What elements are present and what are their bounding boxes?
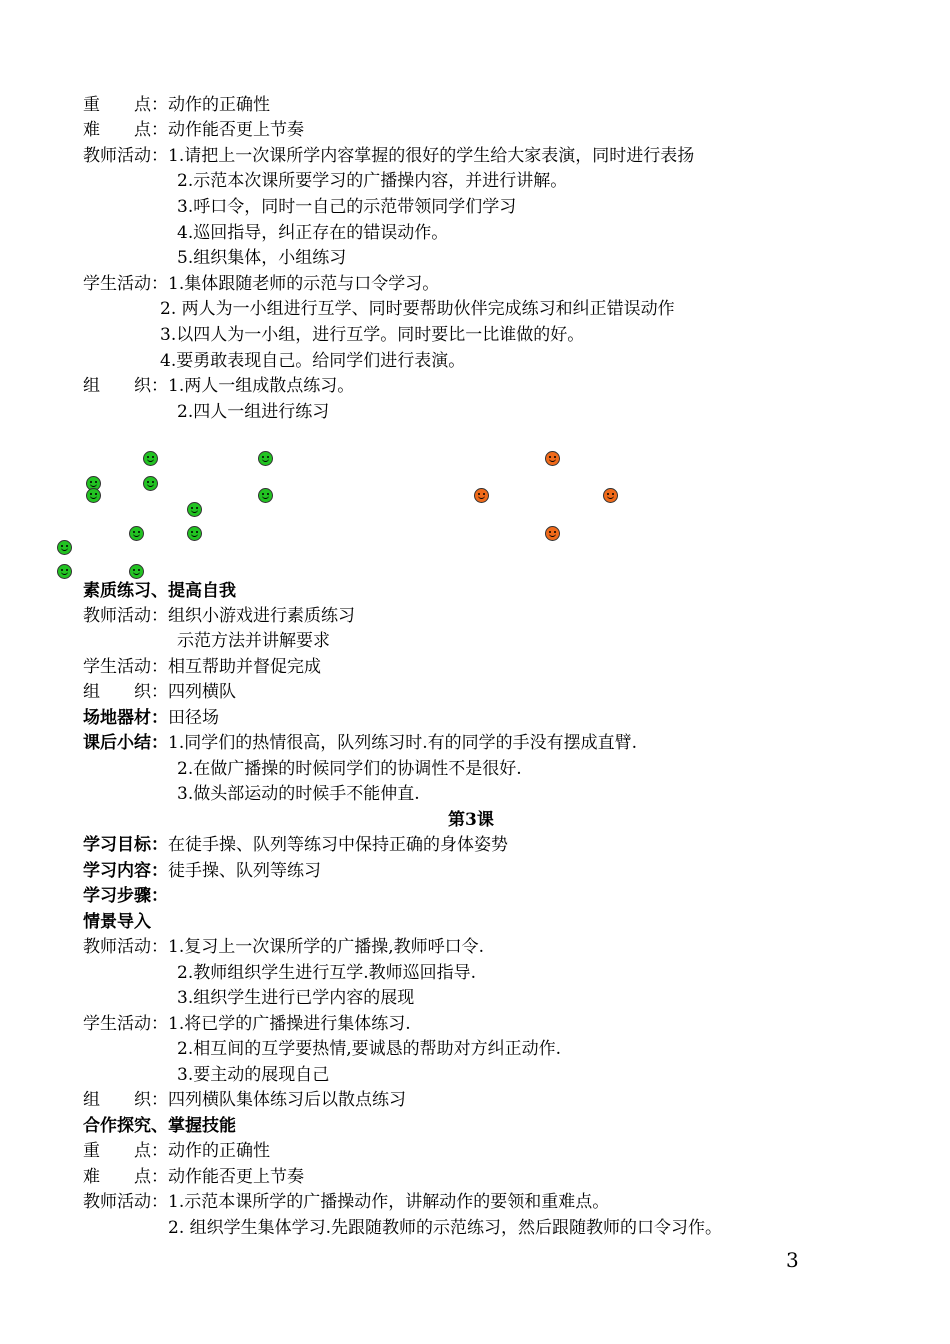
text-line: 教师活动：1.示范本课所学的广播操动作，讲解动作的要领和重难点。 xyxy=(83,1192,610,1212)
field-label: 场地器材： xyxy=(83,708,168,728)
text-line: 重 点：动作的正确性 xyxy=(83,1141,270,1161)
field-label: 学习目标： xyxy=(83,835,168,855)
text-line: 教师活动：组织小游戏进行素质练习 xyxy=(83,606,355,626)
smiley-icon xyxy=(57,564,72,579)
text-line: 4.要勇敢表现自己。给同学们进行表演。 xyxy=(160,351,466,371)
smiley-icon xyxy=(86,488,101,503)
text-line: 教师活动：1.请把上一次课所学内容掌握的很好的学生给大家表演，同时进行表扬 xyxy=(83,146,695,166)
text-line: 学生活动：1.集体跟随老师的示范与口令学习。 xyxy=(83,274,440,294)
field-value: 1.同学们的热情很高，队列练习时.有的同学的手没有摆成直臂. xyxy=(168,733,638,753)
smiley-icon xyxy=(258,488,273,503)
text-line: 2.相互间的互学要热情,要诚恳的帮助对方纠正动作. xyxy=(177,1039,562,1059)
text-line: 2.示范本次课所要学习的广播操内容，并进行讲解。 xyxy=(177,171,568,191)
text-line: 难 点：动作能否更上节奏 xyxy=(83,1167,304,1187)
smiley-icon xyxy=(187,526,202,541)
field-value: 徒手操、队列等练习 xyxy=(168,861,321,881)
section-heading: 合作探究、掌握技能 xyxy=(83,1116,236,1136)
text-line xyxy=(83,860,321,882)
text-line: 示范方法并讲解要求 xyxy=(177,631,330,651)
text-line: 组 织：1.两人一组成散点练习。 xyxy=(83,376,355,396)
text-line: 2. 两人为一小组进行互学、同时要帮助伙伴完成练习和纠正错误动作 xyxy=(160,299,675,319)
smiley-icon xyxy=(129,564,144,579)
page-number: 3 xyxy=(786,1248,799,1272)
text-line: 3.以四人为一小组，进行互学。同时要比一比谁做的好。 xyxy=(160,325,585,345)
text-line: 组 织：四列横队 xyxy=(83,682,236,702)
text-line: 3.做头部运动的时候手不能伸直. xyxy=(177,784,420,804)
text-line: 3.呼口令，同时一自己的示范带领同学们学习 xyxy=(177,197,517,217)
smiley-icon xyxy=(143,476,158,491)
lesson-title: 第3课 xyxy=(448,810,494,830)
field-value: 在徒手操、队列等练习中保持正确的身体姿势 xyxy=(168,835,508,855)
smiley-icon xyxy=(57,540,72,555)
smiley-icon xyxy=(187,502,202,517)
text-line: 3.要主动的展现自己 xyxy=(177,1065,330,1085)
smiley-icon xyxy=(545,451,560,466)
section-heading: 学习步骤： xyxy=(83,886,168,906)
text-line: 难 点：动作能否更上节奏 xyxy=(83,120,304,140)
section-heading: 素质练习、提高自我 xyxy=(83,581,236,601)
smiley-icon xyxy=(143,451,158,466)
text-line: 2.在做广播操的时候同学们的协调性不是很好. xyxy=(177,759,522,779)
field-label: 学习内容： xyxy=(83,861,168,881)
section-heading: 情景导入 xyxy=(83,912,151,932)
text-line: 教师活动：1.复习上一次课所学的广播操,教师呼口令. xyxy=(83,937,485,957)
smiley-icon xyxy=(129,526,144,541)
smiley-icon xyxy=(603,488,618,503)
text-line xyxy=(83,834,508,856)
text-line: 2. 组织学生集体学习.先跟随教师的示范练习，然后跟随教师的口令习作。 xyxy=(168,1218,723,1238)
text-line xyxy=(83,707,219,729)
text-line: 学生活动：相互帮助并督促完成 xyxy=(83,657,321,677)
field-value: 田径场 xyxy=(168,708,219,728)
text-line: 重 点：动作的正确性 xyxy=(83,95,270,115)
field-label: 课后小结： xyxy=(83,733,168,753)
text-line: 4.巡回指导，纠正存在的错误动作。 xyxy=(177,223,449,243)
text-line: 学生活动：1.将已学的广播操进行集体练习. xyxy=(83,1014,411,1034)
text-line: 5.组织集体，小组练习 xyxy=(177,248,347,268)
text-line: 2.教师组织学生进行互学.教师巡回指导. xyxy=(177,963,477,983)
text-line: 组 织：四列横队集体练习后以散点练习 xyxy=(83,1090,406,1110)
smiley-icon xyxy=(474,488,489,503)
smiley-icon xyxy=(545,526,560,541)
text-line: 3.组织学生进行已学内容的展现 xyxy=(177,988,415,1008)
text-line: 2.四人一组进行练习 xyxy=(177,402,330,422)
text-line xyxy=(83,732,637,754)
smiley-icon xyxy=(258,451,273,466)
